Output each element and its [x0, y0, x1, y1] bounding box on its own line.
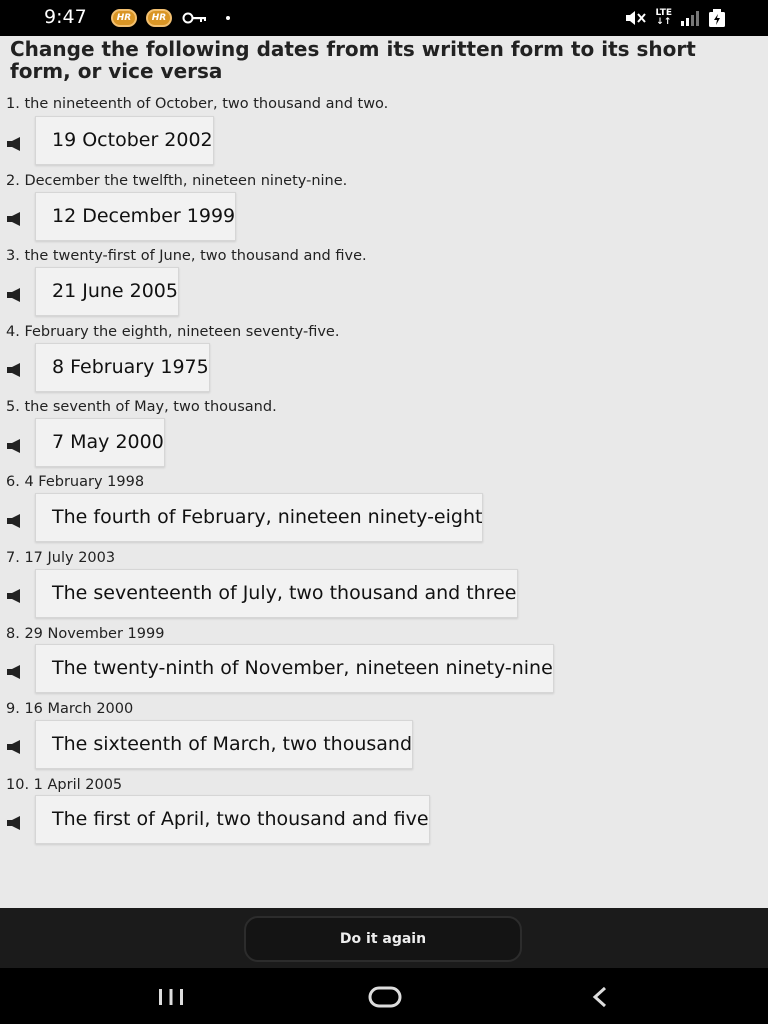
question-label: 2. December the twelfth, nineteen ninety-nine.: [6, 173, 348, 189]
question-label: 3. the twenty-first of June, two thousand and five.: [6, 248, 367, 264]
speaker-icon[interactable]: [6, 816, 22, 830]
speaker-icon[interactable]: [6, 740, 22, 754]
answer-box[interactable]: 7 May 2000: [35, 418, 165, 467]
question-label: 1. the nineteenth of October, two thousand and two.: [6, 96, 389, 112]
speaker-icon[interactable]: [6, 665, 22, 679]
question-label: 6. 4 February 1998: [6, 474, 145, 490]
status-bar: [0, 0, 768, 36]
speaker-icon[interactable]: [6, 137, 22, 151]
speaker-icon[interactable]: [6, 363, 22, 377]
status-time: 9:47: [44, 6, 87, 28]
question-label: 9. 16 March 2000: [6, 701, 134, 717]
answer-box[interactable]: 8 February 1975: [35, 343, 210, 392]
speaker-icon[interactable]: [6, 439, 22, 453]
answer-box[interactable]: 12 December 1999: [35, 192, 236, 241]
question-label: 7. 17 July 2003: [6, 550, 116, 566]
speaker-icon[interactable]: [6, 288, 22, 302]
hr-notification-icon: HR: [111, 9, 137, 27]
do-it-again-button[interactable]: Do it again: [244, 916, 522, 962]
answer-box[interactable]: The twenty-ninth of November, nineteen ninety-nine: [35, 644, 554, 693]
more-notifications-dot: [226, 16, 230, 20]
question-label: 8. 29 November 1999: [6, 626, 165, 642]
status-icons: [625, 8, 726, 28]
exercise-title: Change the following dates from its written form to its short form, or vice versa: [10, 37, 696, 83]
speaker-icon[interactable]: [6, 589, 22, 603]
signal-icon: [680, 10, 700, 26]
answer-box[interactable]: 19 October 2002: [35, 116, 214, 165]
data-arrows-icon: ↓↑: [656, 17, 672, 27]
answer-box[interactable]: The seventeenth of July, two thousand and three: [35, 569, 518, 618]
speaker-icon[interactable]: [6, 514, 22, 528]
exercise-content: [0, 36, 768, 908]
answer-box[interactable]: The fourth of February, nineteen ninety-eight: [35, 493, 483, 542]
hr-notification-icon: HR: [146, 9, 172, 27]
answer-box[interactable]: 21 June 2005: [35, 267, 179, 316]
bottom-action-bar: [0, 908, 768, 968]
battery-icon: [708, 9, 726, 27]
recent-apps-icon[interactable]: [157, 988, 185, 1006]
speaker-icon[interactable]: [6, 212, 22, 226]
question-label: 10. 1 April 2005: [6, 777, 123, 793]
navigation-bar: [0, 968, 768, 1024]
mute-icon: [625, 10, 647, 26]
key-icon: [182, 11, 208, 25]
answer-box[interactable]: The sixteenth of March, two thousand: [35, 720, 413, 769]
question-label: 4. February the eighth, nineteen seventy-five.: [6, 324, 340, 340]
home-icon[interactable]: [368, 986, 402, 1008]
question-label: 5. the seventh of May, two thousand.: [6, 399, 277, 415]
back-icon[interactable]: [590, 986, 610, 1008]
network-type: LTE ↓↑: [655, 8, 672, 27]
answer-box[interactable]: The first of April, two thousand and five: [35, 795, 430, 844]
